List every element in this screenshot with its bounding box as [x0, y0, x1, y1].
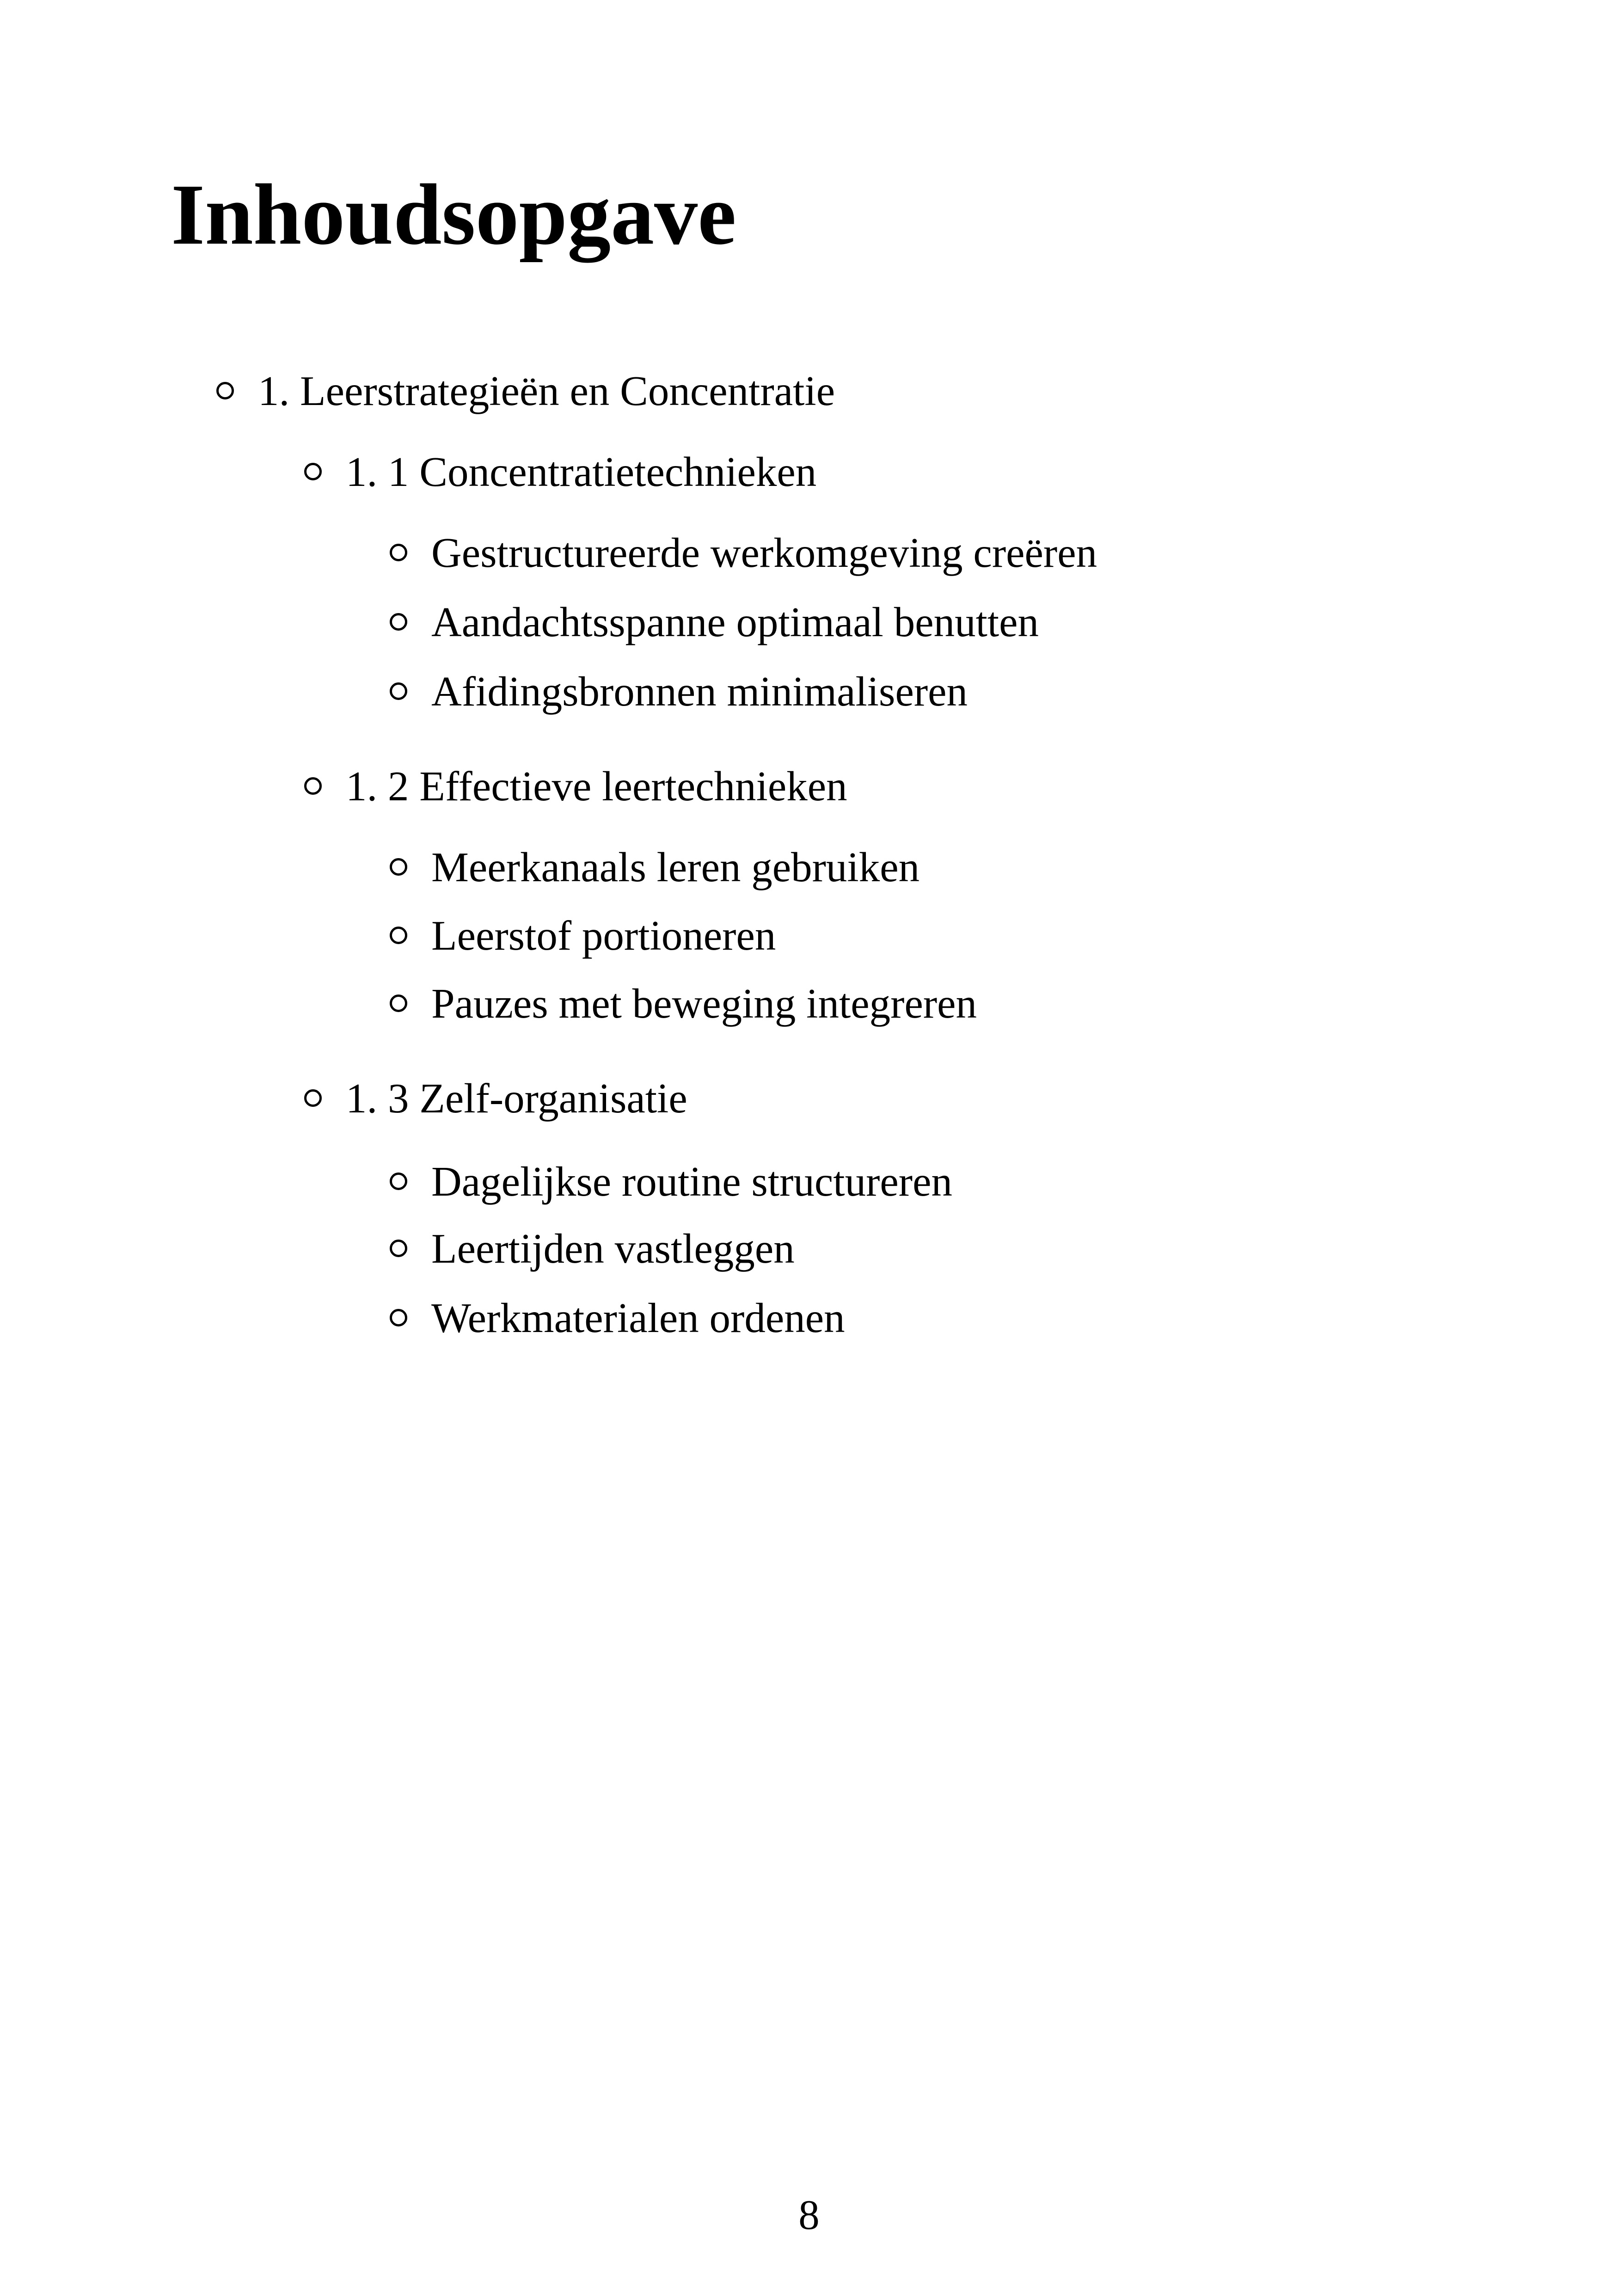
circle-bullet-icon [390, 613, 407, 631]
toc-subitem-label: Aandachtsspanne optimaal benutten [431, 599, 1039, 645]
circle-bullet-icon [304, 1089, 322, 1107]
circle-bullet-icon [304, 463, 322, 480]
toc-subitem-label: Afidingsbronnen minimaliseren [431, 668, 968, 715]
toc-subitem[interactable] [390, 846, 919, 888]
toc-section-1-1[interactable] [304, 448, 817, 495]
circle-bullet-icon [390, 1173, 407, 1190]
circle-bullet-icon [390, 1309, 407, 1326]
circle-bullet-icon [390, 682, 407, 700]
toc-section-label: 1. 3 Zelf-organisatie [346, 1075, 687, 1122]
toc-subitem-label: Werkmaterialen ordenen [431, 1295, 845, 1341]
circle-bullet-icon [390, 544, 407, 561]
toc-subitem[interactable] [390, 529, 1097, 576]
toc-subitem[interactable] [390, 982, 977, 1025]
toc-subitem-label: Pauzes met beweging integreren [431, 980, 977, 1027]
toc-subitem-label: Leerstof portioneren [431, 912, 776, 959]
toc-subitem-label: Leertijden vastleggen [431, 1225, 795, 1272]
toc-section-1-2[interactable] [304, 763, 847, 810]
toc-subitem[interactable] [390, 1225, 795, 1272]
toc-subitem[interactable] [390, 668, 968, 715]
toc-subitem-label: Dagelijkse routine structureren [431, 1158, 952, 1205]
toc-subitem[interactable] [390, 1160, 952, 1203]
toc-subitem-label: Gestructureerde werkomgeving creëren [431, 529, 1097, 576]
toc-section-1-3[interactable] [304, 1075, 687, 1122]
toc-subitem-label: Meerkanaals leren gebruiken [431, 844, 920, 890]
circle-bullet-icon [390, 858, 407, 876]
page-number: 8 [798, 2192, 820, 2238]
toc-section-label: 1. 2 Effectieve leertechnieken [346, 763, 847, 810]
circle-bullet-icon [304, 777, 322, 795]
circle-bullet-icon [216, 382, 234, 399]
circle-bullet-icon [390, 1240, 407, 1257]
circle-bullet-icon [390, 927, 407, 944]
toc-subitem[interactable] [390, 1297, 845, 1339]
page-title: Inhoudsopgave [171, 166, 736, 263]
toc-subitem[interactable] [390, 912, 776, 959]
toc-chapter-label: 1. Leerstrategieën en Concentratie [258, 368, 835, 414]
toc-chapter-1[interactable] [216, 370, 835, 412]
toc-section-label: 1. 1 Concentratietechnieken [346, 448, 817, 495]
toc-subitem[interactable] [390, 601, 1039, 643]
circle-bullet-icon [390, 995, 407, 1012]
